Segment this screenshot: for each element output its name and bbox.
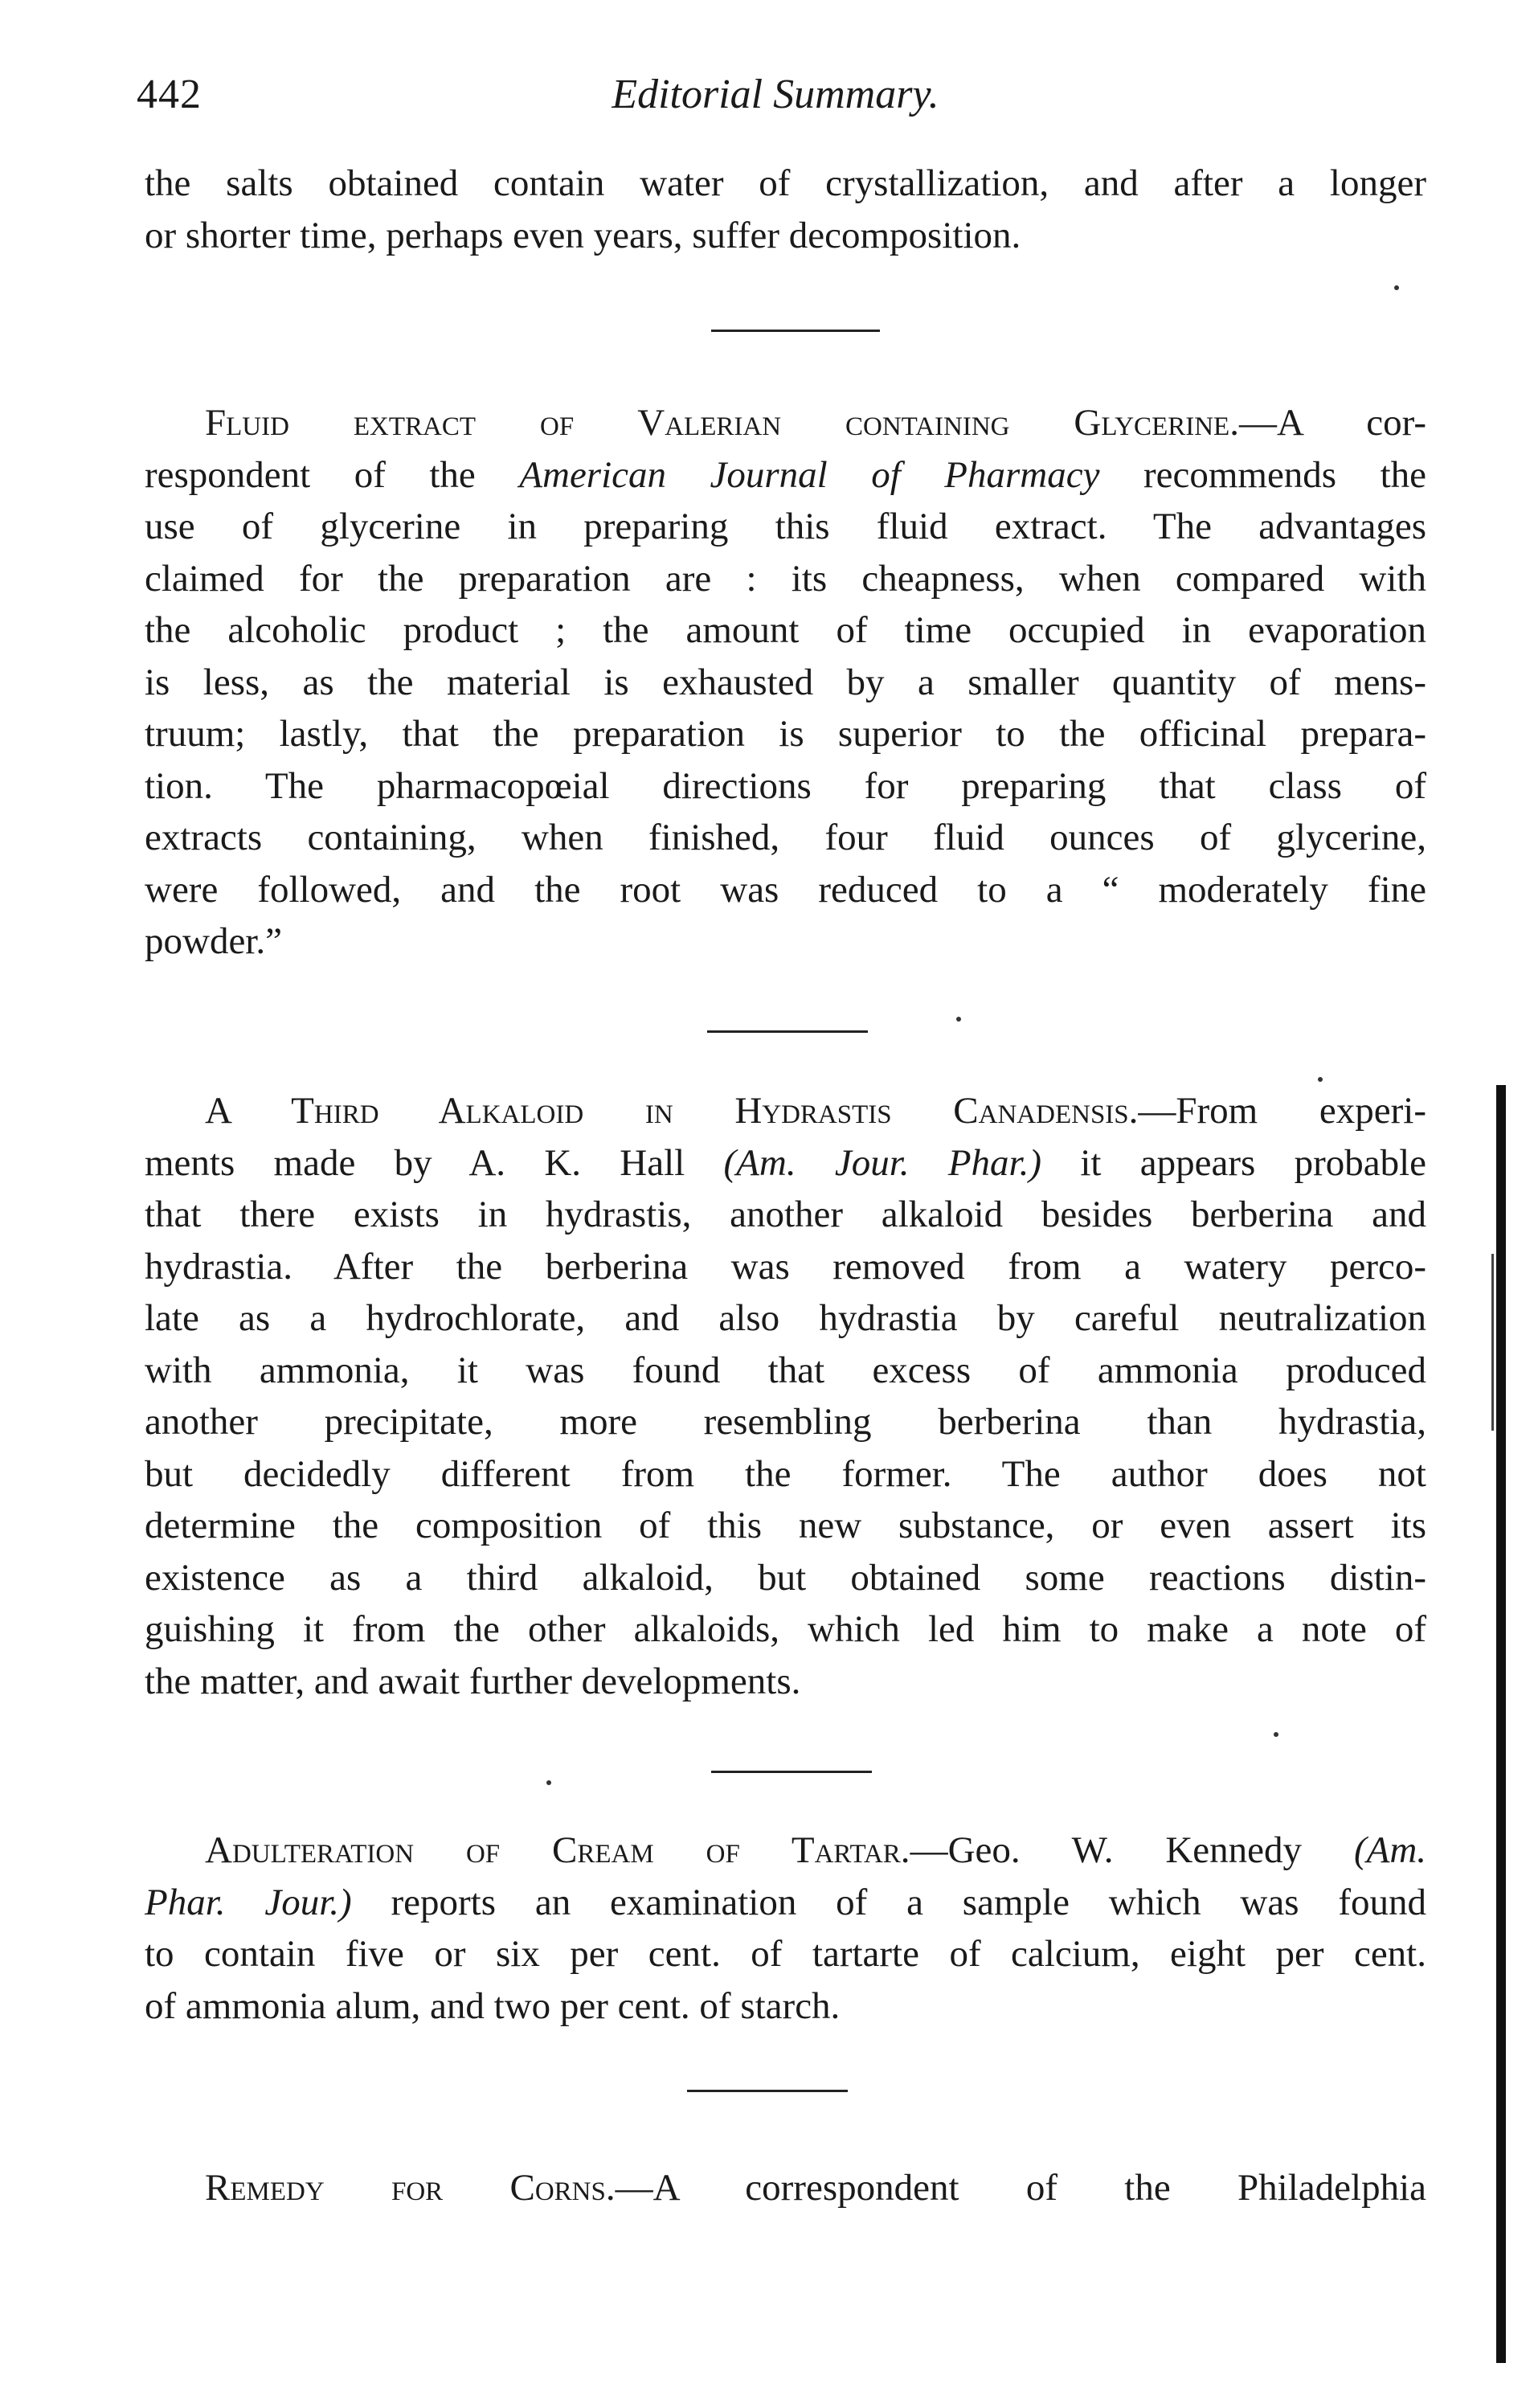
text-line: the alcoholic product ; the amount of time occupied in evaporation: [145, 609, 1426, 651]
article-heading: Remedy for Corns.: [205, 2167, 616, 2209]
article-heading: Adulteration of Cream of Tartar.: [205, 1829, 910, 1871]
running-head: [137, 71, 1414, 135]
text-fragment: reports an examination of a sample which was found: [351, 1881, 1426, 1923]
text-line: to contain five or six per cent. of tartarte of calcium, eight per cent.: [145, 1933, 1426, 1975]
article-lead-in: —Geo. W. Kennedy: [910, 1829, 1354, 1871]
article-lead-in: —From experi-: [1138, 1090, 1426, 1132]
text-line: guishing it from the other alkaloids, which led him to make a note of: [145, 1608, 1426, 1650]
scan-speck: [1274, 1732, 1278, 1737]
scan-edge-line: [1491, 1254, 1494, 1431]
journal-citation: (Am. Jour. Phar.): [723, 1141, 1042, 1184]
article-corns: [145, 2162, 1426, 2214]
text-line: late as a hydrochlorate, and also hydrastia by careful neutralization: [145, 1297, 1426, 1339]
article-heading: A Third Alkaloid in Hydrastis Canadensis.: [205, 1090, 1139, 1132]
text-line: [145, 1137, 1426, 1190]
section-rule: [707, 1030, 868, 1033]
text-line: the salts obtained contain water of crystallization, and after a longer: [145, 162, 1426, 204]
article-lead-in: —A correspondent of the Philadelphia: [615, 2167, 1426, 2209]
text-line: is less, as the material is exhausted by a smaller quantity of mens-: [145, 661, 1426, 703]
text-line: determine the composition of this new substance, or even assert its: [145, 1505, 1426, 1546]
text-line: [145, 1877, 1426, 1929]
section-rule: [711, 330, 880, 332]
journal-citation: Phar. Jour.): [145, 1881, 352, 1923]
text-line: another precipitate, more resembling berberina than hydrastia,: [145, 1401, 1426, 1443]
text-fragment: ments made by A. K. Hall: [145, 1141, 724, 1184]
text-line: that there exists in hydrastis, another alkaloid besides berberina and: [145, 1194, 1426, 1235]
text-line: truum; lastly, that the preparation is superior to the officinal prepara-: [145, 713, 1426, 755]
text-fragment: recommends the: [1099, 453, 1427, 496]
article-lead-in: —A cor-: [1238, 402, 1426, 444]
scan-speck: [1318, 1077, 1323, 1082]
text-line: but decidedly different from the former. The author does not: [145, 1452, 1426, 1495]
running-title: Editorial Summary.: [612, 72, 939, 117]
article-heading: Fluid extract of Valerian containing Glycerine.: [205, 402, 1239, 444]
section-rule: [711, 1771, 872, 1773]
text-line: the matter, and await further developments.: [145, 1660, 801, 1702]
text-line: were followed, and the root was reduced to a “ moderately fine: [145, 868, 1426, 911]
article-first-line: [145, 2162, 1426, 2214]
scan-speck: [1394, 285, 1399, 290]
text-line: [145, 449, 1426, 502]
article-first-line: [145, 1085, 1426, 1137]
text-line: tion. The pharmacopœial directions for preparing that class of: [145, 764, 1426, 807]
text-line: powder.”: [145, 920, 282, 962]
section-rule: [687, 2090, 848, 2092]
text-fragment: it appears probable: [1041, 1141, 1426, 1184]
article-first-line: [145, 1824, 1426, 1877]
page-number: 442: [137, 72, 202, 117]
article-hydrastis: [145, 1085, 1426, 1707]
text-line: existence as a third alkaloid, but obtained some reactions distin-: [145, 1556, 1426, 1599]
text-line: extracts containing, when finished, four fluid ounces of glycerine,: [145, 817, 1426, 858]
text-line: of ammonia alum, and two per cent. of starch.: [145, 1984, 841, 2027]
text-fragment: respondent of the: [145, 453, 520, 496]
text-line: use of glycerine in preparing this fluid extract. The advantages: [145, 506, 1426, 547]
journal-citation: (Am.: [1353, 1829, 1427, 1871]
article-valerian: [145, 397, 1426, 968]
text-line: hydrastia. After the berberina was removed from a watery perco-: [145, 1245, 1426, 1288]
intro-paragraph: [145, 158, 1426, 261]
article-cream-of-tartar: [145, 1824, 1426, 2032]
text-line: or shorter time, perhaps even years, suffer decomposition.: [145, 214, 1021, 256]
text-line: with ammonia, it was found that excess of ammonia produced: [145, 1349, 1426, 1391]
scan-speck: [546, 1780, 551, 1785]
journal-title: American Journal of Pharmacy: [519, 453, 1100, 496]
article-first-line: [145, 397, 1426, 449]
scan-speck: [956, 1017, 961, 1022]
text-line: claimed for the preparation are : its cheapness, when compared with: [145, 557, 1426, 600]
scan-edge-shadow: [1496, 1085, 1506, 2363]
